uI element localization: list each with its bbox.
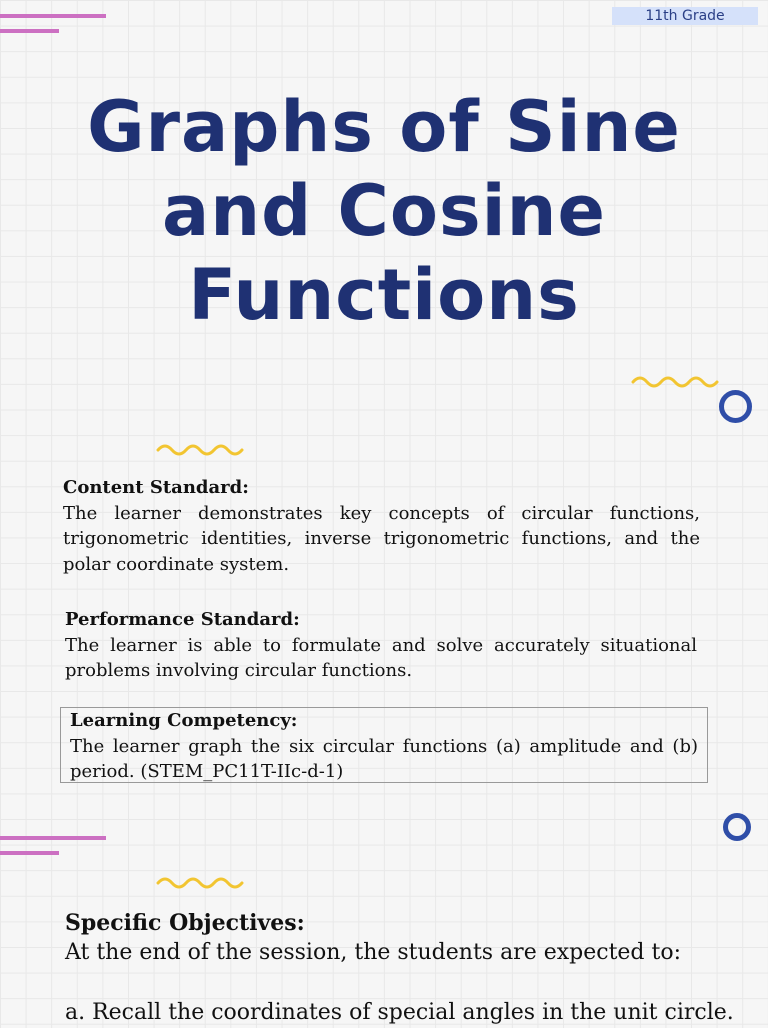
title-line-1: Graphs of Sine — [87, 86, 681, 168]
learning-competency-section — [60, 707, 708, 783]
squiggle-decoration-1 — [631, 373, 723, 391]
ring-decoration-1 — [719, 390, 752, 423]
title-line-2: and Cosine — [162, 170, 606, 252]
learning-competency-body: The learner graph the six circular functions (a) amplitude and (b) period. (STEM_PC11T-IIc-d-1) — [70, 735, 698, 782]
learning-competency-heading: Learning Competency: — [70, 710, 298, 731]
specific-objectives-heading: Specific Objectives: — [65, 910, 305, 936]
squiggle-decoration-2 — [156, 441, 248, 459]
performance-standard-heading: Performance Standard: — [65, 609, 300, 630]
content-standard-section — [63, 475, 700, 577]
decorative-line-top-1 — [0, 14, 106, 18]
content-standard-heading: Content Standard: — [63, 477, 249, 498]
objective-item: a. Recall the coordinates of special angles in the unit circle. — [65, 1000, 734, 1025]
decorative-line-bottom-2 — [0, 851, 59, 855]
ring-decoration-2 — [723, 813, 751, 841]
decorative-line-top-2 — [0, 29, 59, 33]
page-title — [0, 85, 768, 337]
specific-objectives-intro: At the end of the session, the students are expected to: — [65, 940, 681, 965]
grade-badge: 11th Grade — [612, 7, 758, 25]
squiggle-decoration-3 — [156, 874, 248, 892]
content-standard-body: The learner demonstrates key concepts of circular functions, trigonometric identities, inverse trigonometric functions, and the polar coordinate system. — [63, 502, 700, 575]
specific-objectives-section — [65, 908, 734, 1028]
performance-standard-section — [65, 607, 697, 684]
decorative-line-bottom-1 — [0, 836, 106, 840]
title-line-3: Functions — [188, 254, 580, 336]
performance-standard-body: The learner is able to formulate and solve accurately situational problems involving circular functions. — [65, 634, 697, 681]
